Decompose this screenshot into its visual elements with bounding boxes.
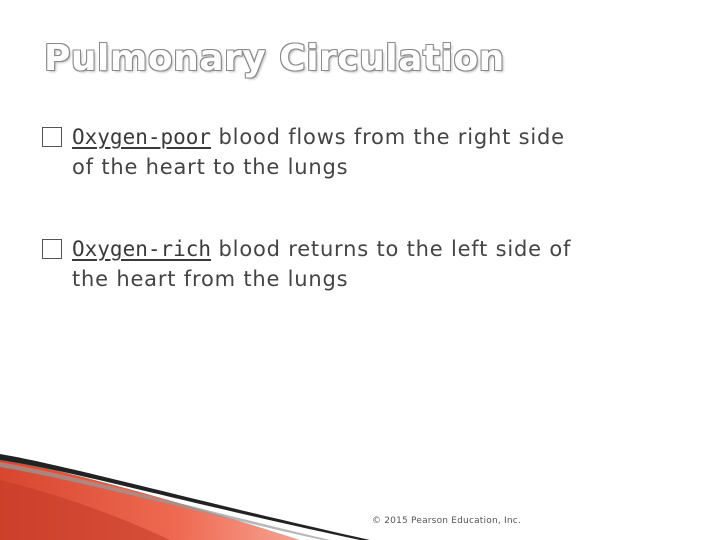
bullet-text-continued: of the heart to the lungs	[72, 155, 349, 179]
bullet-list	[42, 122, 672, 346]
copyright-notice: © 2015 Pearson Education, Inc.	[372, 516, 521, 526]
decorative-swoosh	[0, 440, 720, 540]
bullet-term: Oxygen-rich	[72, 237, 212, 261]
bullet-item-oxygen-rich	[42, 234, 672, 294]
slide-title: Pulmonary Circulation	[44, 38, 505, 79]
bullet-item-oxygen-poor	[42, 122, 672, 182]
bullet-text: blood returns to the left side of	[211, 237, 572, 261]
bullet-text-continued: the heart from the lungs	[72, 267, 349, 291]
square-bullet-icon	[42, 127, 62, 147]
bullet-text: blood flows from the right side	[211, 125, 565, 149]
bullet-term: Oxygen-poor	[72, 125, 212, 149]
square-bullet-icon	[42, 239, 62, 259]
